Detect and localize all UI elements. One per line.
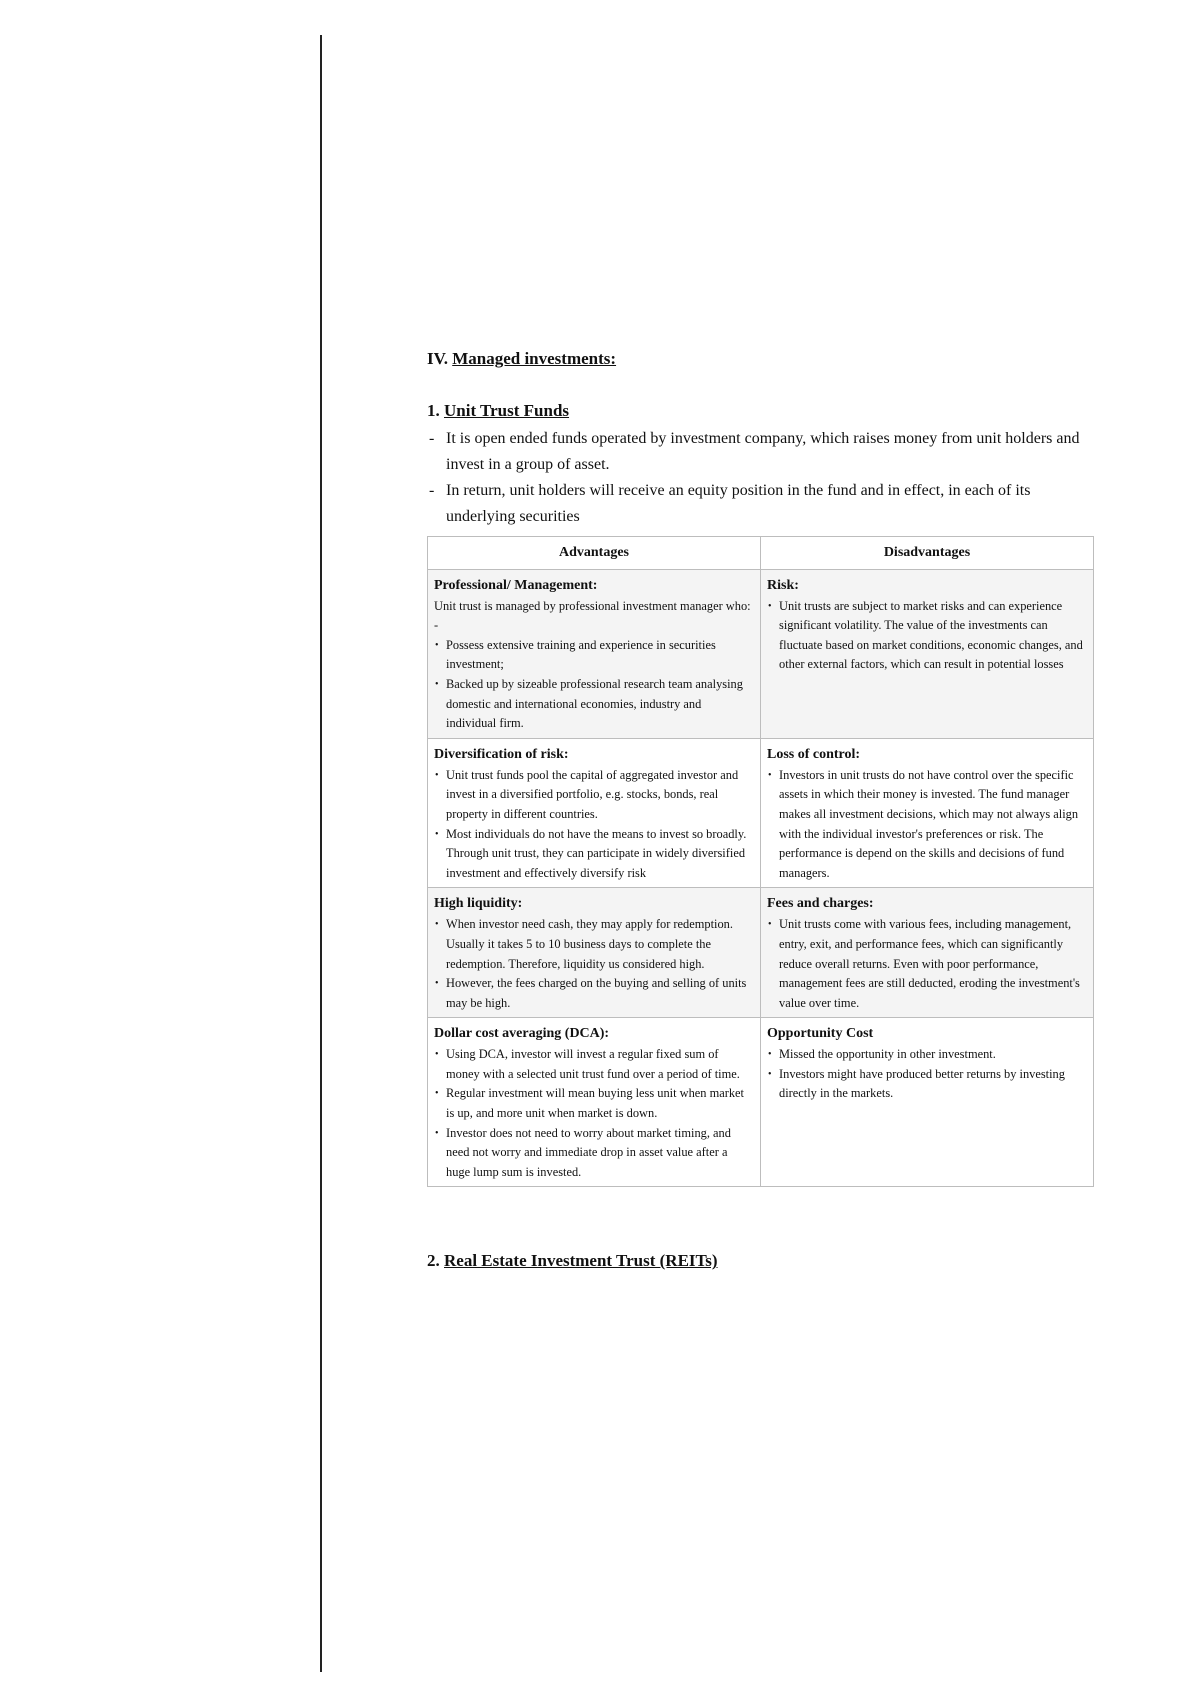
disadvantage-bullets: [767, 915, 1086, 1013]
advantage-intro: Unit trust is managed by professional investment manager who: -: [434, 598, 751, 633]
disadvantage-bullets: [767, 766, 1086, 884]
table-row: [428, 569, 1094, 738]
unit-trust-heading: [427, 400, 1097, 422]
advantage-title: High liquidity:: [434, 896, 523, 912]
advantage-bullets: [434, 915, 753, 1013]
bullet-item: • Investor does not need to worry about market timing, and need not worry and immediate drop in asset value after a huge lump sum is invested.: [434, 1124, 753, 1183]
bullet-item: • Investors in unit trusts do not have control over the specific assets in which their money is invested. The fund manager makes all investment decisions, which may not always align with the individual investor's preferences or risk. The performance is depend on the skills and decisions of fund managers.: [767, 766, 1086, 884]
advantage-title: Diversification of risk:: [434, 746, 569, 762]
unit-trust-number: 1.: [427, 401, 440, 420]
unit-trust-points: [427, 426, 1097, 530]
disadvantage-cell: [761, 1018, 1094, 1187]
disadvantage-title: Loss of control:: [767, 746, 861, 762]
bullet-item: • Missed the opportunity in other investment.: [767, 1045, 1086, 1065]
bullet-item: • However, the fees charged on the buying and selling of units may be high.: [434, 974, 753, 1013]
bullet-item: • Possess extensive training and experience in securities investment;: [434, 636, 753, 675]
reits-number: 2.: [427, 1251, 440, 1271]
section-number: IV.: [427, 349, 448, 368]
advantages-header: Advantages: [428, 537, 761, 570]
disadvantage-cell: [761, 569, 1094, 738]
advantage-cell: [428, 1018, 761, 1187]
advantage-bullets: [434, 1045, 753, 1182]
advantage-bullets: [434, 766, 753, 884]
disadvantage-bullets: [767, 597, 1086, 675]
disadvantage-bullets: [767, 1045, 1086, 1104]
reits-heading: [427, 1250, 1097, 1272]
page-margin-rule: [320, 35, 322, 1672]
bullet-item: • Investors might have produced better returns by investing directly in the markets.: [767, 1065, 1086, 1104]
advantage-cell: [428, 738, 761, 888]
table-header-row: [428, 537, 1094, 570]
advantages-disadvantages-table: [427, 536, 1094, 1187]
disadvantage-cell: [761, 738, 1094, 888]
reits-title: Real Estate Investment Trust (REITs): [444, 1251, 718, 1271]
advantage-cell: [428, 888, 761, 1018]
disadvantages-header: Disadvantages: [761, 537, 1094, 570]
bullet-item: • Regular investment will mean buying less unit when market is up, and more unit when market is down.: [434, 1084, 753, 1123]
unit-trust-point: - It is open ended funds operated by investment company, which raises money from unit holders and invest in a group of asset.: [427, 426, 1097, 478]
disadvantage-title: Fees and charges:: [767, 896, 874, 912]
bullet-item: • Most individuals do not have the means to invest so broadly. Through unit trust, they can participate in widely diversified investment and effectively diversify risk: [434, 825, 753, 884]
disadvantage-cell: [761, 888, 1094, 1018]
table-row: [428, 738, 1094, 888]
bullet-item: • Unit trusts come with various fees, including management, entry, exit, and performance fees, which can significantly reduce overall returns. Even with poor performance, management fees are still deducted, eroding the investment's value over time.: [767, 915, 1086, 1013]
advantage-cell: [428, 569, 761, 738]
section-heading: [427, 348, 1097, 370]
table-row: [428, 1018, 1094, 1187]
advantage-title: Dollar cost averaging (DCA):: [434, 1026, 610, 1042]
unit-trust-point: - In return, unit holders will receive an equity position in the fund and in effect, in each of its underlying securities: [427, 478, 1097, 530]
advantage-bullets: [434, 636, 753, 734]
disadvantage-title: Risk:: [767, 577, 799, 593]
unit-trust-title: Unit Trust Funds: [444, 401, 570, 420]
disadvantage-title: Opportunity Cost: [767, 1026, 874, 1042]
bullet-item: • When investor need cash, they may apply for redemption. Usually it takes 5 to 10 business days to complete the redemption. Therefore, liquidity us considered high.: [434, 915, 753, 974]
bullet-item: • Using DCA, investor will invest a regular fixed sum of money with a selected unit trust fund over a period of time.: [434, 1045, 753, 1084]
bullet-item: • Unit trust funds pool the capital of aggregated investor and invest in a diversified portfolio, e.g. stocks, bonds, real property in different countries.: [434, 766, 753, 825]
bullet-item: • Backed up by sizeable professional research team analysing domestic and international economies, industry and individual firm.: [434, 675, 753, 734]
table-row: [428, 888, 1094, 1018]
section-title: Managed investments:: [452, 349, 617, 368]
bullet-item: • Unit trusts are subject to market risks and can experience significant volatility. The value of the investments can fluctuate based on market conditions, economic changes, and other external factors, which can result in potential losses: [767, 597, 1086, 675]
advantage-title: Professional/ Management:: [434, 577, 598, 593]
document-body: [427, 348, 1097, 1272]
